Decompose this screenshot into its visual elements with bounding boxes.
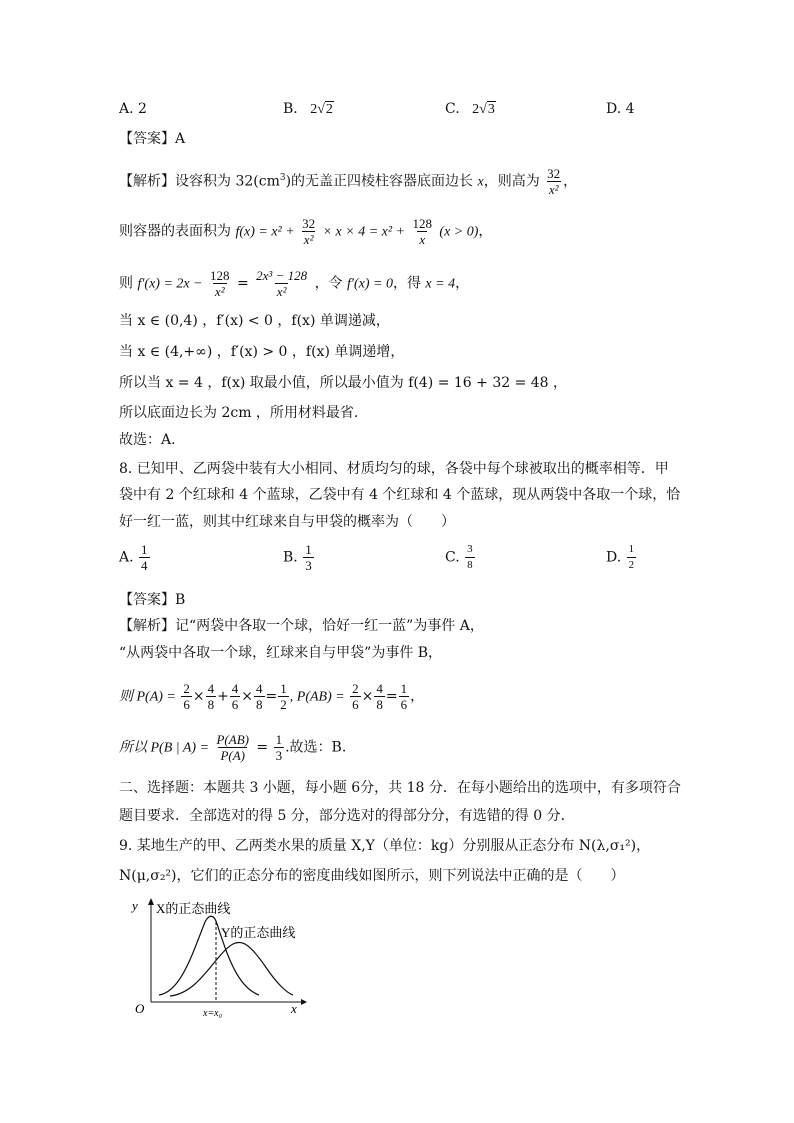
section2-line-2: 题目要求．全部选对的得 5 分，部分选对的得部分分，有选错的得 0 分．: [119, 808, 575, 824]
q7-option-c-coef: 2: [472, 102, 480, 117]
x-axis-label: x: [291, 1001, 297, 1016]
q7-explain-line-2: [119, 216, 492, 247]
q8-explain-l3-frac8: $\frac{1}{6}$: [400, 681, 408, 712]
y-axis-label: y: [132, 898, 138, 913]
q9-stem-line-1: 9. 某地生产的甲、乙两类水果的质量 X,Y（单位：kg）分别服从正态分布 N(λ,σ₁²)，: [119, 838, 651, 854]
q7-explain-line-7: 所以底面边长为 2cm ，所用材料最省.: [119, 405, 359, 421]
q8-explain-l3-frac1: $\frac{2}{6}$: [183, 681, 190, 712]
y-normal-curve: [170, 942, 293, 996]
q7-option-c: C. 2√3: [445, 101, 495, 117]
q8-explain-line-1: 【解析】记“两袋中各取一个球，恰好一红一蓝”为事件 A，: [119, 618, 484, 634]
q9-normal-curves-figure: [115, 892, 315, 1018]
q8-stem-line-3: 好一红一蓝，则其中红球来自与甲袋的概率为（ ）: [119, 514, 455, 530]
q7-explain-l2-frac2: $\frac{128}{x}$: [412, 216, 432, 247]
q7-explain-line-1: [119, 166, 577, 197]
q7-explain-l1-post: ，则高为: [483, 173, 540, 190]
q7-explain-l3-frac2: $\frac{\text{2x³ − 128}}{\text{x²}}$: [256, 268, 308, 299]
q7-option-a: A. 2: [119, 101, 147, 117]
q8-explain-line-4: [119, 732, 346, 763]
q8-explain-l4-post: .故选：B.: [285, 739, 347, 756]
q8-explain-l4-frac: $\frac{P(AB)}{P(A)}$: [216, 732, 249, 763]
y-axis-arrow: [148, 898, 154, 905]
q7-option-b-rad: 2: [325, 102, 333, 117]
q8-option-c: [445, 542, 476, 573]
q7-explain-l2-f: f(x) = x² +: [235, 224, 295, 240]
q8-option-c-frac: $\frac{3}{8}$: [467, 543, 473, 571]
q8-explain-l3-frac2: $\frac{4}{8}$: [207, 681, 215, 712]
q7-option-d: D. 4: [606, 101, 635, 117]
y-curve-label: Y的正态曲线: [221, 925, 296, 940]
q8-option-b-frac: $\frac{1}{3}$: [305, 542, 312, 573]
q7-explain-l3-eq: =: [236, 275, 249, 292]
q8-explain-l3-mid: , P(AB) =: [289, 689, 345, 705]
q7-explain-l3-pre: 则: [119, 275, 133, 292]
q7-explain-l1-unit: (cm: [253, 173, 280, 190]
q8-explain-l4-frac2: $\frac{1}{3}$: [275, 732, 283, 763]
q7-explain-l2-cond: (x > 0): [439, 224, 479, 240]
q7-option-b: B. 2√2: [283, 101, 333, 117]
q7-explain-l1-unit-end: ): [285, 173, 292, 190]
q7-explain-l3-f: f′(x) = 2x −: [137, 276, 203, 292]
q8-stem-line-2: 袋中有 2 个红球和 4 个蓝球，乙袋中有 4 个红球和 4 个蓝球，现从两袋中各取一个球，恰: [119, 487, 681, 503]
q8-option-a-frac: $\frac{1}{4}$: [141, 542, 148, 573]
q7-option-c-label: C.: [445, 101, 460, 117]
q8-option-d-label: D.: [606, 549, 622, 566]
q8-explain-l3-pre: 则 P(A) =: [119, 689, 176, 705]
x-axis-arrow: [301, 999, 307, 1005]
q7-explain-l3-frac: $\frac{128}{\text{x²}}$: [210, 268, 230, 299]
q7-explain-l1-pre: 【解析】设容积为 32: [119, 173, 254, 190]
q7-option-b-coef: 2: [310, 102, 318, 117]
q8-option-b: [283, 542, 315, 573]
q7-explain-line-6: 所以当 x = 4 ，f(x) 取最小值，所以最小值为 f(4) = 16 + 32 = 48 ，: [119, 375, 568, 391]
q8-option-a: [119, 542, 151, 573]
q7-explain-l1-mid: 的无盖正四棱柱容器底面边长: [291, 173, 478, 190]
q7-explain-l1-end: ，: [563, 173, 578, 190]
q7-explain-line-4: 当 x ∈ (0,4) ，f′(x) < 0 ，f(x) 单调递减，: [119, 313, 390, 329]
q7-answer: 【答案】A: [119, 131, 186, 147]
q8-explain-line-3: 则 P(A) = $\frac{2}{6}$ × $\frac{4}{8}$ + $\frac{4}{6}$ × $\frac{4}{8}$ = $\frac{1}{2}$ , P(AB) = $\frac{2}{6}$ × $\frac{4}{8}$ = $\frac{1}{6}$ ，: [119, 681, 425, 712]
q8-stem-line-1: 8. 已知甲、乙两袋中装有大小相同、材质均匀的球，各袋中每个球被取出的概率相等．甲: [119, 461, 669, 477]
q8-answer: 【答案】B: [119, 592, 186, 608]
q7-explain-l1-frac: $\frac{32}{\text{x²}}$: [547, 166, 561, 197]
q7-explain-l3-res: x = 4: [425, 276, 456, 292]
q9-stem-line-2: N(μ,σ₂²)，它们的正态分布的密度曲线如图所示，则下列说法中正确的是（ ）: [119, 868, 625, 884]
x-curve-label: X的正态曲线: [156, 901, 231, 916]
q7-explain-l3-cond: f′(x) = 0: [347, 276, 393, 292]
q8-explain-l3-frac4: $\frac{4}{8}$: [256, 681, 263, 712]
q7-explain-l2-frac: $\frac{32}{\text{x²}}$: [302, 216, 316, 247]
q8-explain-l3-frac5: $\frac{1}{2}$: [280, 681, 287, 712]
section2-line-1: 二、选择题：本题共 3 小题，每小题 6分，共 18 分．在每小题给出的选项中，有多项符合: [119, 780, 681, 796]
q8-explain-l4-eq: =: [256, 739, 269, 756]
q8-explain-line-2: “从两袋中各取一个球，红球来自与甲袋”为事件 B，: [119, 645, 443, 661]
q8-option-c-label: C.: [445, 549, 460, 566]
q8-explain-l3-frac7: $\frac{4}{8}$: [376, 681, 383, 712]
origin-label: O: [135, 1001, 145, 1016]
q7-option-b-label: B.: [283, 101, 298, 117]
q8-option-a-label: A.: [119, 549, 134, 566]
q7-explain-l3-end: ，: [455, 275, 470, 292]
q7-explain-l3-post: ，令: [314, 275, 343, 292]
q8-explain-l3-frac3: $\frac{4}{6}$: [231, 681, 239, 712]
q7-option-c-rad: 3: [487, 102, 495, 117]
q7-explain-l1-unit-exp: 3: [279, 172, 286, 183]
q8-option-b-label: B.: [283, 549, 298, 566]
q7-explain-l2-end: ，: [478, 223, 493, 240]
q7-explain-line-8: 故选：A.: [119, 432, 176, 448]
x0-label: x=x₀: [203, 1008, 223, 1018]
q7-explain-l2-pre: 则容器的表面积为: [119, 223, 231, 240]
q7-explain-l1-var: x: [477, 174, 484, 190]
q8-explain-l4-pre: 所以 P(B | A) =: [119, 740, 210, 756]
q7-explain-line-3: [119, 268, 469, 299]
q8-explain-l3-frac6: $\frac{2}{6}$: [352, 681, 359, 712]
q7-explain-l3-get: ，得: [392, 275, 421, 292]
q8-option-d: [606, 542, 637, 573]
q8-option-d-frac: $\frac{1}{2}$: [628, 543, 635, 571]
q8-explain-l3-end: ，: [410, 688, 425, 705]
q7-explain-line-5: 当 x ∈ (4,+∞) ，f′(x) > 0 ，f(x) 单调递增，: [119, 344, 405, 360]
q7-explain-l2-mid: × x × 4 = x² +: [322, 224, 406, 240]
